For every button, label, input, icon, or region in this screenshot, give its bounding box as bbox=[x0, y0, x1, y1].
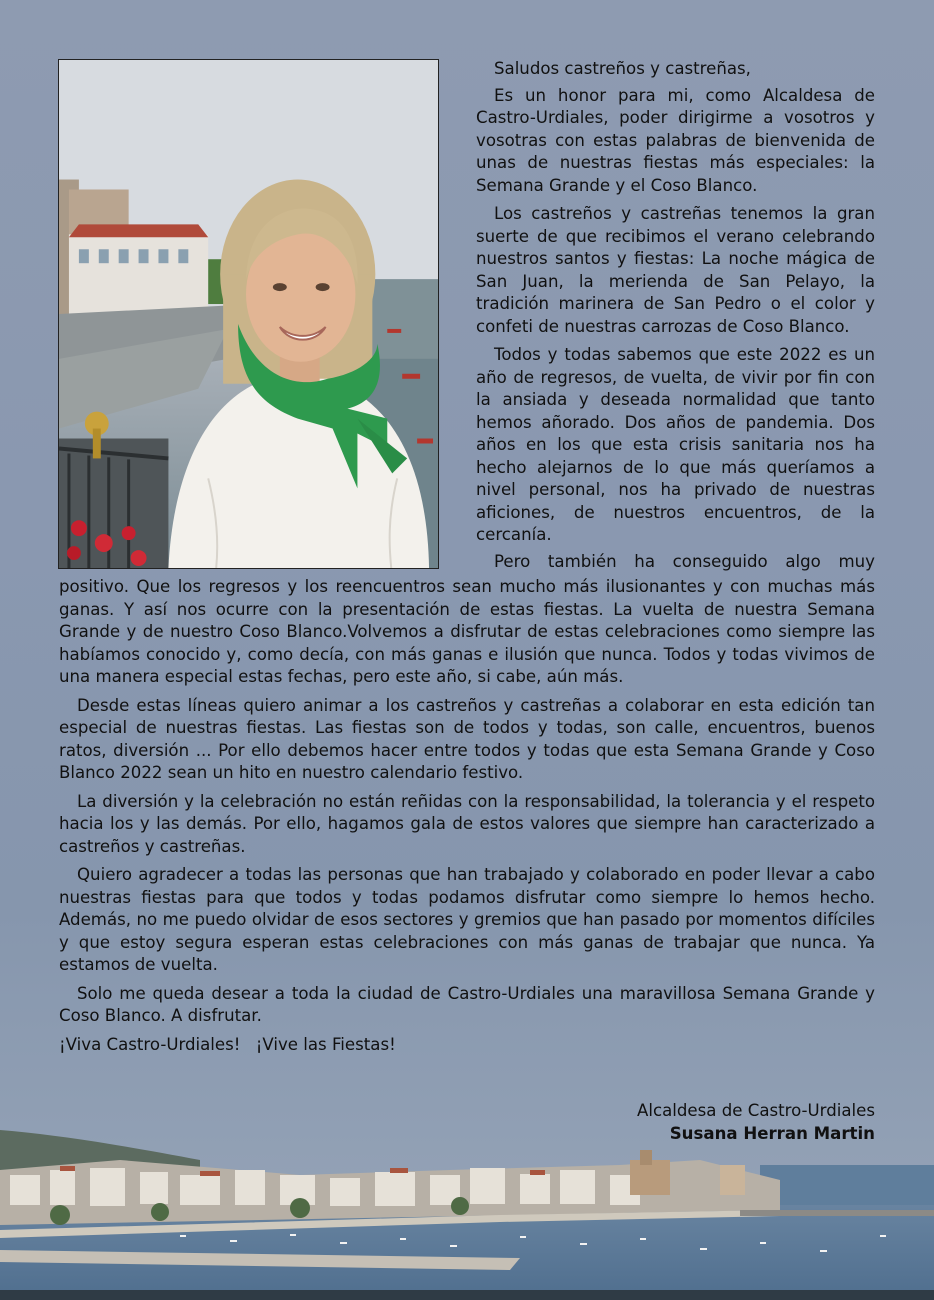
paragraph-thanks: Quiero agradecer a todas las personas que han trabajado y colaborado en poder llevar a cabo nuestras fiestas para que todos y todas podamos disfrutar como siempre lo hemos hecho. Además, no me puedo olvidar de esos sectores y gremios que han pasado por momentos difíciles y que estoy segura esperan estas celebraciones con más ganas de trabajar que nunca. Ya estamos de vuelta. bbox=[59, 865, 875, 974]
portrait-illustration bbox=[59, 60, 438, 568]
cheer-castro: ¡Viva Castro-Urdiales! bbox=[59, 1034, 241, 1054]
cheer-fiestas: ¡Vive las Fiestas! bbox=[255, 1034, 396, 1054]
signature-name: Susana Herran Martin bbox=[669, 1123, 875, 1143]
town-panorama bbox=[0, 1130, 934, 1300]
greeting: Saludos castreños y castreñas, bbox=[494, 59, 751, 78]
paragraph-summer-fiestas: Los castreños y castreñas tenemos la gran suerte de que recibimos el verano celebrando nuestros santos y fiestas: La noche mágica de San Juan, la merienda de San Pelayo, la tradición marinera de San Pedro o el color y confeti de nuestras carrozas de Coso Blanco. bbox=[476, 204, 875, 336]
paragraph-positive-rest: positivo. Que los regresos y los reencuentros sean mucho más ilusionantes y con muchas más ganas. Y así nos ocurre con la presentación de estas fiestas. La vuelta de nuestra Semana Grande y de nuestro Coso Blanco.Volvemos a disfrutar de estas celebraciones como siempre las habíamos conocido y, como decía, con más ganas e ilusión que nunca. Todos y todas vivimos de una manera especial estas fechas, pero este año, si cabe, aún más. bbox=[59, 577, 875, 686]
panorama-illustration bbox=[0, 1130, 934, 1300]
closing-cheers bbox=[59, 1034, 875, 1057]
paragraph-honor: Es un honor para mi, como Alcaldesa de Castro-Urdiales, poder dirigirme a vosotros y vosotras con estas palabras de bienvenida de unas de nuestras fiestas más especiales: la Semana Grande y el Coso Blanco. bbox=[476, 85, 875, 195]
signature-title: Alcaldesa de Castro-Urdiales bbox=[637, 1101, 875, 1120]
portrait-photo bbox=[58, 59, 439, 569]
letter-body bbox=[59, 576, 875, 1062]
letter-column bbox=[476, 58, 875, 573]
paragraph-wish: Solo me queda desear a toda la ciudad de Castro-Urdiales una maravillosa Semana Grande y Coso Blanco. A disfrutar. bbox=[59, 983, 875, 1025]
paragraph-positive-start: Pero también ha conseguido algo muy bbox=[494, 551, 875, 571]
paragraph-responsibility: La diversión y la celebración no están reñidas con la responsabilidad, la tolerancia y el respeto hacia los y las demás. Por ello, hagamos gala de estos valores que siempre han caracterizado a castreños y castreñas. bbox=[59, 791, 875, 856]
paragraph-2022-return: Todos y todas sabemos que este 2022 es un año de regresos, de vuelta, de vivir por fin con la ansiada y deseada normalidad que tanto hemos añorado. Dos años de pandemia. Dos años en los que esta crisis sanitaria nos ha hecho alejarnos de lo que más queríamos a nivel personal, nos ha privado de nuestras aficiones, de nuestros encuentros, de la cercanía. bbox=[476, 345, 875, 544]
paragraph-collaborate: Desde estas líneas quiero animar a los castreños y castreñas a colaborar en esta edición tan especial de nuestras fiestas. Las fiestas son de todos y todas, son calle, encuentros, buenos ratos, diversión ... Por ello debemos hacer entre todos y todas que esta Semana Grande y Coso Blanco 2022 sean un hito en nuestro calendario festivo. bbox=[59, 695, 875, 782]
